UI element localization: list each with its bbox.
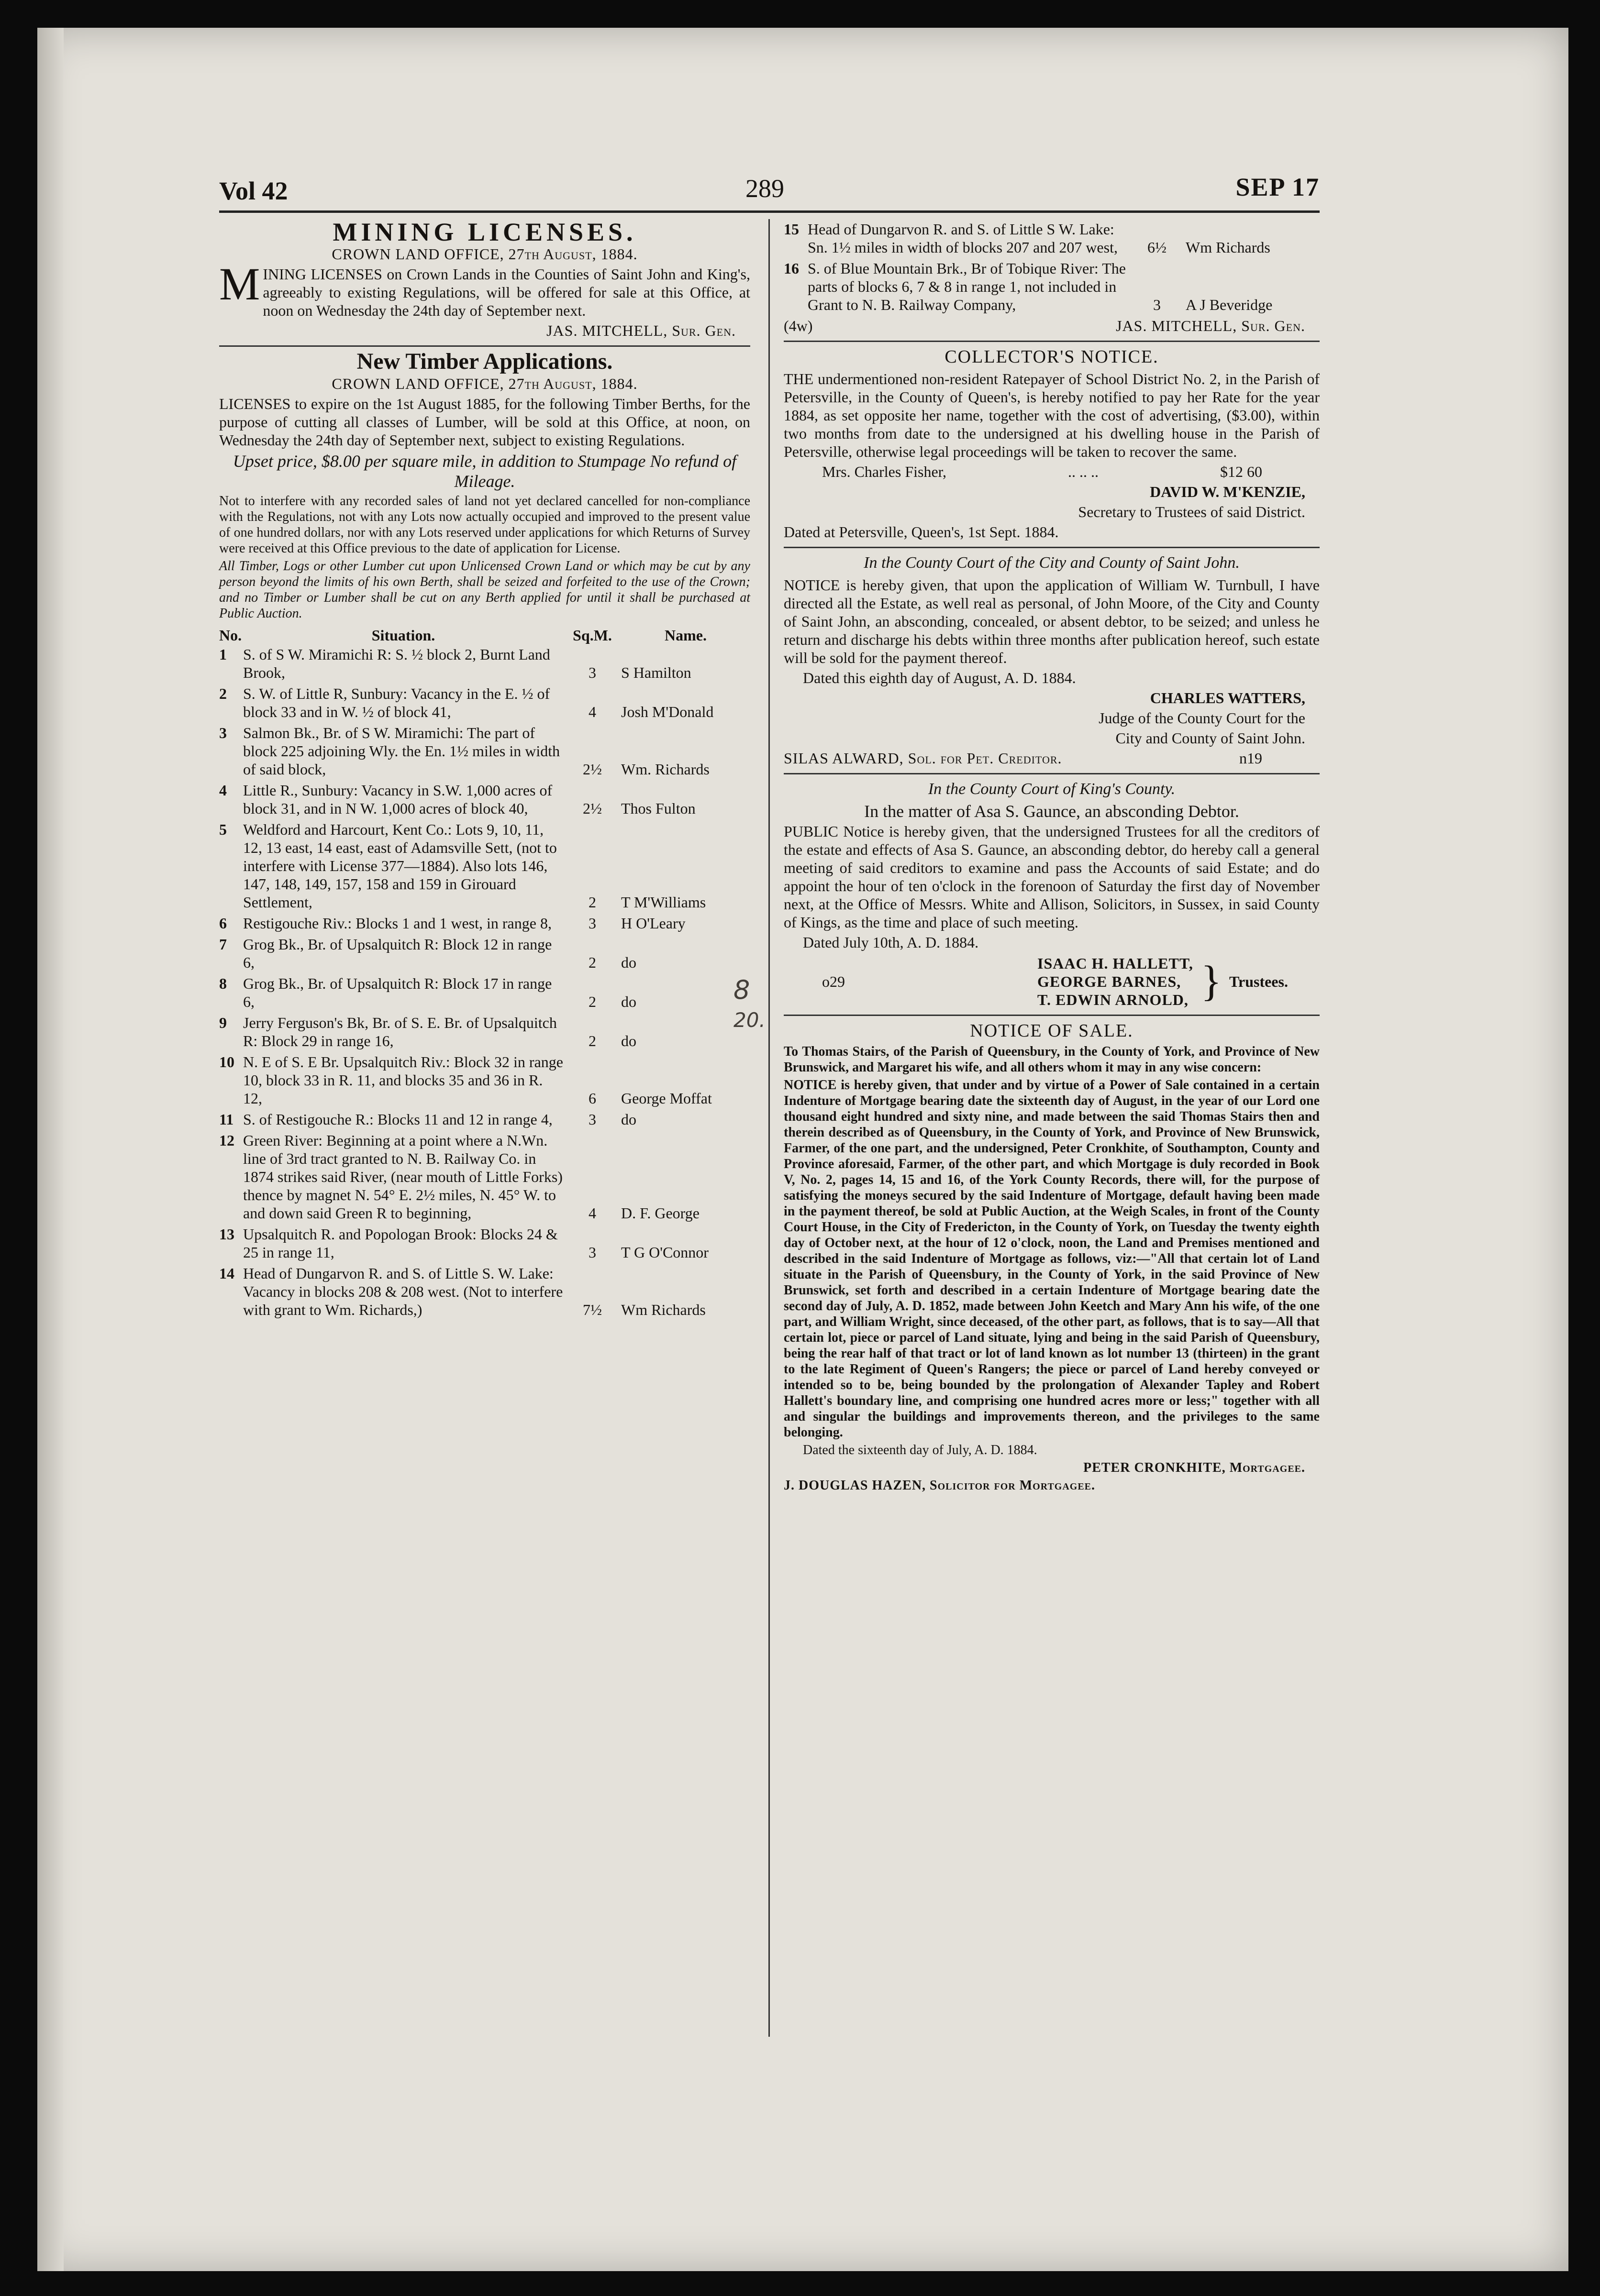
timber-table-continued [784, 220, 1320, 314]
trustee-name: ISAAC H. HALLETT, [1037, 955, 1193, 972]
timber-title: New Timber Applications. [356, 349, 613, 374]
timber-applications-notice [219, 349, 750, 1319]
row-name: do [621, 1111, 636, 1128]
timber-row [219, 1131, 750, 1222]
row-sqm: 3 [589, 1111, 596, 1128]
timber-row [219, 974, 750, 1011]
row-name: H O'Leary [621, 915, 686, 932]
row-sqm: 2 [589, 894, 596, 911]
col-name: Name. [665, 627, 707, 644]
row-name: do [621, 1032, 636, 1049]
row-situation: S. of S W. Miramichi R: S. ½ block 2, Burnt Land Brook, [243, 646, 550, 681]
row-number: 10 [219, 1053, 234, 1071]
timber-row [219, 724, 750, 778]
date-stamp: SEP 17 [1235, 173, 1320, 201]
stjohn-court-footer [784, 749, 1320, 767]
collectors-notice [784, 348, 1320, 541]
left-column [219, 219, 750, 1322]
timber-row [219, 781, 750, 817]
timber-row [784, 220, 1320, 256]
handwritten-mark: 8 [733, 975, 750, 1005]
trustee-name: GEORGE BARNES, [1037, 973, 1181, 990]
row-situation: S. of Blue Mountain Brk., Br of Tobique River: The parts of blocks 6, 7 & 8 in range 1, not included in Grant to N. B. Railway Company, [808, 260, 1126, 313]
timber-upset-price: Upset price, $8.00 per square mile, in addition to Stumpage No refund of Mileage. [233, 452, 737, 491]
row-number: 13 [219, 1225, 234, 1243]
stjohn-court-title: In the County Court of the City and County of Saint John. [864, 554, 1240, 572]
leader-dots: .. .. .. [1068, 463, 1099, 480]
row-situation: S. W. of Little R, Sunbury: Vacancy in the E. ½ of block 33 and in W. ½ of block 41, [243, 685, 550, 720]
volume-number: Vol 42 [219, 177, 288, 205]
kings-court-code: o29 [822, 973, 845, 990]
column-divider [768, 219, 770, 2037]
timber-row [219, 684, 750, 721]
row-sqm: 2 [589, 954, 596, 971]
row-sqm: 6 [589, 1090, 596, 1107]
col-sqm: Sq.M. [573, 627, 612, 644]
col-situation: Situation. [371, 627, 435, 644]
stjohn-court-signer-title: Judge of the County Court for the [1099, 709, 1305, 727]
timber-row [219, 645, 750, 682]
row-situation: Restigouche Riv.: Blocks 1 and 1 west, in range 8, [243, 915, 552, 932]
row-name: Thos Fulton [621, 800, 696, 817]
trustee-names [1037, 954, 1193, 1009]
row-situation: Head of Dungarvon R. and S. of Little S W. Lake: Sn. 1½ miles in width of blocks 207 and 207 west, [808, 221, 1118, 256]
sale-dated: Dated the sixteenth day of July, A. D. 1884. [803, 1443, 1037, 1457]
row-number: 6 [219, 915, 227, 932]
row-number: 1 [219, 646, 227, 663]
sale-body: NOTICE is hereby given, that under and by virtue of a Power of Sale contained in a certain Indenture of Mortgage bearing date the sixteenth day of August, in the year of our Lord one thousand eight hundred and sixty nine, and made between the said Thomas Stairs then and therein described as of Queensbury, in the County of York, and Province of New Brunswick, Farmer, of the one part, and the undersigned, Peter Cronkhite, of Southampton, County and Province aforesaid, Farmer, of the other part, and which Mortgage is duly recorded in Book V, No. 2, pages 14, 15 and 16, of the York County Records, there will, for the purpose of satisfying the moneys secured by the said Indenture of Mortgage, default having been made in the payment thereof, be sold at Public Auction, at the Weigh Scales, in front of the County Court House, in the City of Fredericton, in the County of York, on Tuesday the twenty eighth day of October next, at the hour of 12 o'clock, noon, the Land and Premises mentioned and described in the said Indenture of Mortgage as follows, viz:—"All that certain lot of Land situate in the Parish of Queensbury, in the County of York, in the said Province of New Brunswick, set forth and described in a certain Indenture of Mortgage bearing date the second day of July, A. D. 1852, made between John Keetch and Mary Ann his wife, of the one part, and William Wright, since deceased, of the other part, as follows, that is to say—All that certain lot, piece or parcel of Land situate, lying and being in the said Parish of Queensbury, being the rear half of that tract or lot of land known as lot number 13 (thirteen) in the grant to the late Regiment of Queen's Rangers; the piece or parcel of Land hereby conveyed or intended so to be, being bounded by the prolongation of Alexander Tapley and Robert Hallett's boundary line, and comprising one hundred acres more or less;" together with all and singular the buildings and improvements thereon, and the privileges to the same belonging. [784, 1078, 1320, 1440]
collector-signer: DAVID W. M'KENZIE, [1150, 483, 1305, 500]
row-name: do [621, 993, 636, 1010]
row-number: 11 [219, 1111, 234, 1128]
timber-row [219, 1110, 750, 1128]
stjohn-solicitor: SILAS ALWARD, Sol. for Pet. Creditor. [784, 750, 1062, 767]
row-number: 2 [219, 685, 227, 702]
timber-dateline: CROWN LAND OFFICE, 27th August, 1884. [332, 375, 638, 392]
collector-signer-title: Secretary to Trustees of said District. [1078, 503, 1305, 520]
kings-court-dated: Dated July 10th, A. D. 1884. [803, 934, 979, 951]
sale-solicitor: J. DOUGLAS HAZEN, Solicitor for Mortgagee. [784, 1478, 1096, 1493]
ratepayer-name: Mrs. Charles Fisher, [822, 463, 947, 480]
row-situation: S. of Restigouche R.: Blocks 11 and 12 in range 4, [243, 1111, 553, 1128]
collector-title: COLLECTOR'S NOTICE. [944, 347, 1159, 367]
timber-table-header [219, 626, 750, 644]
timber-footer [784, 317, 1320, 335]
row-sqm: 2 [589, 993, 596, 1010]
row-number: 14 [219, 1265, 234, 1282]
timber-row [219, 1264, 750, 1319]
row-name: T M'Williams [621, 894, 706, 911]
timber-signature: JAS. MITCHELL, Sur. Gen. [1116, 317, 1305, 334]
trustee-name: T. EDWIN ARNOLD, [1037, 991, 1189, 1008]
section-rule [784, 547, 1320, 548]
row-situation: Weldford and Harcourt, Kent Co.: Lots 9, 10, 11, 12, 13 east, 14 east, east of Adamsville Sett, (not to interfere with License 377—1884). Also lots 146, 147, 148, 149, 157, 158 and 159 in Girouard Settlement, [243, 821, 557, 911]
page-content [219, 166, 1320, 2080]
row-situation: Grog Bk., Br. of Upsalquitch R: Block 17 in range 6, [243, 975, 552, 1010]
row-number: 5 [219, 821, 227, 838]
col-no: No. [219, 627, 242, 644]
timber-row [219, 1014, 750, 1050]
row-number: 16 [784, 260, 799, 277]
stjohn-court-body: NOTICE is hereby given, that upon the application of William W. Turnbull, I have directed all the Estate, as well real as personal, of John Moore, of the City and County of Saint John, an absconding, concealed, or absent debtor, to be seized; and unless he return and discharge his debts within three months after publication hereof, such estate will be sold for the payment thereof. [784, 576, 1320, 666]
section-rule [784, 773, 1320, 774]
row-situation: N. E of S. E Br. Upsalquitch Riv.: Block 32 in range 10, block 33 in R. 11, and blocks 35 and 36 in R. 12, [243, 1053, 563, 1107]
row-situation: Jerry Ferguson's Bk, Br. of S. E. Br. of Upsalquitch R: Block 29 in range 16, [243, 1014, 557, 1049]
row-sqm: 4 [589, 1204, 596, 1222]
row-number: 15 [784, 221, 799, 238]
timber-table [219, 645, 750, 1319]
row-name: George Moffat [621, 1090, 712, 1107]
mining-title: MINING LICENSES. [333, 218, 637, 246]
row-situation: Green River: Beginning at a point where a N.Wn. line of 3rd tract granted to N. B. Railway Co. in 1874 strikes said River, (near mouth of Little Forks) thence by magnet N. 54° E. 2½ miles, N. 45° W. to and down said Green R to beginning, [243, 1132, 563, 1222]
timber-row [784, 259, 1320, 314]
row-number: 8 [219, 975, 227, 992]
timber-warning: All Timber, Logs or other Lumber cut upon Unlicensed Crown Land or which may be cut by any person beyond the limits of his own Berth, shall be seized and forfeited to the use of the Crown; and no Timber or Lumber shall be cut on any Berth applied for until it shall be purchased at Public Auction. [219, 559, 750, 621]
handwritten-mark: 20. [733, 1008, 766, 1032]
timber-conditions: Not to interfere with any recorded sales of land not yet declared cancelled for non-compliance with the Regulations, not with any Lots now actually occupied and improved to the present value of one hundred dollars, nor with any Lots reserved under applications for which Returns of Survey were received at this Office previous to the date of application for License. [219, 494, 750, 556]
row-sqm: 7½ [583, 1301, 602, 1318]
timber-row [219, 914, 750, 932]
trustees-block [784, 954, 1320, 1009]
timber-row [219, 935, 750, 971]
timber-row [219, 820, 750, 911]
row-number: 9 [219, 1014, 227, 1031]
row-situation: Little R., Sunbury: Vacancy in S.W. 1,000 acres of block 31, and in N W. 1,000 acres of block 40, [243, 782, 553, 817]
row-name: A J Beveridge [1186, 296, 1273, 313]
row-sqm: 2 [589, 1032, 596, 1049]
page-header [219, 166, 1320, 210]
row-name: Josh M'Donald [621, 703, 714, 720]
row-sqm: 6½ [1147, 239, 1167, 256]
timber-row [219, 1225, 750, 1261]
section-rule [784, 341, 1320, 342]
kings-court-title: In the County Court of King's County. [928, 780, 1176, 798]
brace-glyph: } [1200, 958, 1222, 1005]
row-sqm: 3 [589, 664, 596, 681]
mining-licenses-notice [219, 218, 750, 340]
mining-dateline: CROWN LAND OFFICE, 27th August, 1884. [332, 245, 638, 263]
row-sqm: 2½ [583, 761, 602, 778]
row-situation: Salmon Bk., Br. of S W. Miramichi: The part of block 225 adjoining Wly. the En. 1½ miles in width of said block, [243, 724, 560, 778]
mining-body: MINING LICENSES on Crown Lands in the Counties of Saint John and King's, agreeably to existing Regulations, will be offered for sale at this Office, at noon on Wednesday the 24th day of September next. [219, 258, 750, 319]
timber-row [219, 1053, 750, 1107]
collector-body: THE undermentioned non-resident Ratepayer of School District No. 2, in the Parish of Petersville, in the County of Queen's, is hereby notified to pay her Rate for the year 1884, as set opposite her name, together with the cost of advertising, ($3.00), within two months from date to the undersigned at his dwelling house in the Parish of Petersville, otherwise legal proceedings will be taken to recover the same. [784, 370, 1320, 460]
timber-code: (4w) [784, 317, 813, 334]
sale-signer: PETER CRONKHITE, Mortgagee. [1083, 1460, 1305, 1475]
row-name: T G O'Connor [621, 1244, 709, 1261]
timber-intro: LICENSES to expire on the 1st August 1885, for the following Timber Berths, for the purpose of cutting all classes of Lumber, will be sold at this Office, at noon, on Wednesday the 24th day of September next, subject to existing Regulations. [219, 395, 750, 449]
stjohn-code: n19 [1239, 750, 1262, 767]
mining-signature: JAS. MITCHELL, Sur. Gen. [546, 322, 736, 339]
row-number: 7 [219, 936, 227, 953]
row-name: Wm. Richards [621, 761, 710, 778]
row-number: 3 [219, 724, 227, 741]
right-column [784, 219, 1320, 1495]
sale-address: To Thomas Stairs, of the Parish of Queensbury, in the County of York, and Province of New Brunswick, and Margaret his wife, and all others whom it may in any wise concern: [784, 1044, 1320, 1075]
newspaper-page [37, 28, 1568, 2271]
kings-court-matter: In the matter of Asa S. Gaunce, an absconding Debtor. [864, 802, 1239, 821]
row-sqm: 2½ [583, 800, 602, 817]
row-name: do [621, 954, 636, 971]
row-situation: Upsalquitch R. and Popologan Brook: Blocks 24 & 25 in range 11, [243, 1225, 558, 1261]
stjohn-court-signer-title: City and County of Saint John. [1115, 729, 1305, 747]
row-name: D. F. George [621, 1204, 700, 1222]
section-rule [784, 1015, 1320, 1016]
sale-title: NOTICE OF SALE. [970, 1021, 1133, 1041]
stjohn-court-signer: CHARLES WATTERS, [1150, 689, 1305, 706]
row-sqm: 3 [589, 915, 596, 932]
kings-court-notice [784, 780, 1320, 1009]
rate-amount: $12 60 [1220, 463, 1262, 480]
row-situation: Grog Bk., Br. of Upsalquitch R: Block 12 in range 6, [243, 936, 552, 971]
row-sqm: 4 [589, 703, 596, 720]
trustees-label: Trustees. [1229, 973, 1288, 990]
notice-of-sale [784, 1022, 1320, 1493]
collector-rate-line [784, 463, 1320, 481]
stjohn-court-dated: Dated this eighth day of August, A. D. 1884. [803, 669, 1076, 686]
header-rule [219, 210, 1320, 213]
row-name: S Hamilton [621, 664, 691, 681]
collector-dated: Dated at Petersville, Queen's, 1st Sept. 1884. [784, 523, 1059, 541]
kings-court-body: PUBLIC Notice is hereby given, that the undersigned Trustees for all the creditors of the estate and effects of Asa S. Gaunce, an absconding debtor, do hereby call a general meeting of said creditors to examine and pass the Accounts of said Estate; and do appoint the hour of ten o'clock in the forenoon of Saturday the first day of November next, at the Office of Messrs. White and Allison, Solicitors, in Sussex, in said County of Kings, as the time and place of such meeting. [784, 823, 1320, 931]
row-sqm: 3 [589, 1244, 596, 1261]
row-name: Wm Richards [1186, 239, 1270, 256]
row-number: 4 [219, 782, 227, 799]
row-name: Wm Richards [621, 1301, 706, 1318]
row-number: 12 [219, 1132, 234, 1149]
row-situation: Head of Dungarvon R. and S. of Little S. W. Lake: Vacancy in blocks 208 & 208 west. (Not to interfere with grant to Wm. Richards,) [243, 1265, 563, 1318]
stjohn-court-notice [784, 554, 1320, 767]
row-sqm: 3 [1153, 296, 1161, 313]
section-rule [219, 345, 750, 347]
page-number: 289 [745, 174, 784, 203]
